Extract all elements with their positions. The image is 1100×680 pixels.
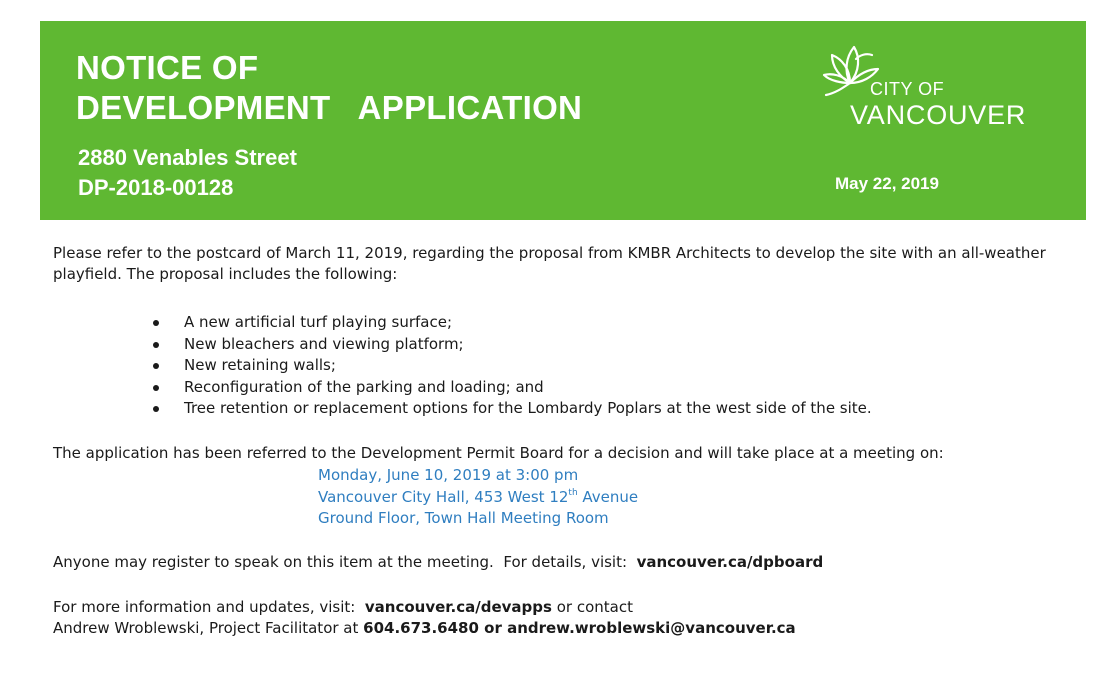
list-item — [150, 312, 872, 334]
devapps-link[interactable]: vancouver.ca/devapps — [364, 598, 552, 616]
facilitator-text: Andrew Wroblewski, Project Facilitator at — [53, 619, 364, 637]
more-info-line-1 — [53, 597, 633, 618]
register-text: Anyone may register to speak on this item at the meeting. For details, visit: — [53, 553, 637, 571]
ordinal-suffix: th — [568, 487, 578, 498]
notice-title-line-1: NOTICE OF — [76, 49, 259, 86]
bullet-icon — [153, 342, 159, 348]
referral-paragraph: The application has been referred to the Development Permit Board for a decision and will take place at a meeting on: — [53, 444, 944, 462]
site-address: 2880 Venables Street — [78, 145, 297, 170]
logo-vancouver-text: VANCOUVER — [850, 100, 1027, 130]
contact-text: or contact — [551, 598, 633, 616]
list-item — [150, 398, 872, 420]
bullet-icon — [153, 320, 159, 326]
city-of-vancouver-logo — [820, 41, 1050, 131]
bullet-icon — [153, 406, 159, 412]
list-item — [150, 334, 872, 356]
contact-phone-email[interactable]: 604.673.6480 or andrew.wroblewski@vancouver.ca — [363, 619, 796, 637]
dpboard-link[interactable]: vancouver.ca/dpboard — [636, 553, 824, 571]
proposal-item-text: A new artificial turf playing surface; — [184, 313, 453, 331]
meeting-location-avenue: Avenue — [577, 487, 639, 506]
list-item — [150, 377, 872, 399]
notice-date: May 22, 2019 — [835, 174, 939, 193]
bullet-icon — [153, 363, 159, 369]
proposal-item-text: Tree retention or replacement options for the Lombardy Poplars at the west side of the site. — [184, 399, 872, 417]
proposal-item-text: New retaining walls; — [184, 356, 336, 374]
meeting-details — [318, 465, 638, 530]
register-paragraph — [53, 552, 823, 573]
meeting-room: Ground Floor, Town Hall Meeting Room — [318, 509, 609, 527]
application-number: DP-2018-00128 — [78, 175, 234, 200]
list-item — [150, 355, 872, 377]
bullet-icon — [153, 385, 159, 391]
meeting-datetime: Monday, June 10, 2019 at 3:00 pm — [318, 466, 579, 484]
proposal-item-text: Reconfiguration of the parking and loading; and — [184, 377, 544, 396]
notice-banner — [40, 21, 1086, 220]
proposal-list — [150, 312, 872, 420]
meeting-location-text: Vancouver City Hall, 453 West 12 — [318, 487, 569, 506]
more-info-text: For more information and updates, visit: — [53, 598, 365, 616]
more-info-line-2 — [53, 618, 796, 639]
logo-city-of-text: CITY OF — [870, 79, 945, 99]
notice-title-line-2: DEVELOPMENT APPLICATION — [76, 89, 583, 126]
meeting-location — [318, 487, 638, 509]
proposal-item-text: New bleachers and viewing platform; — [184, 334, 464, 353]
intro-paragraph: Please refer to the postcard of March 11, 2019, regarding the proposal from KMBR Architects to develop the site with an all-weather playfield. The proposal includes the following: — [53, 244, 1046, 283]
